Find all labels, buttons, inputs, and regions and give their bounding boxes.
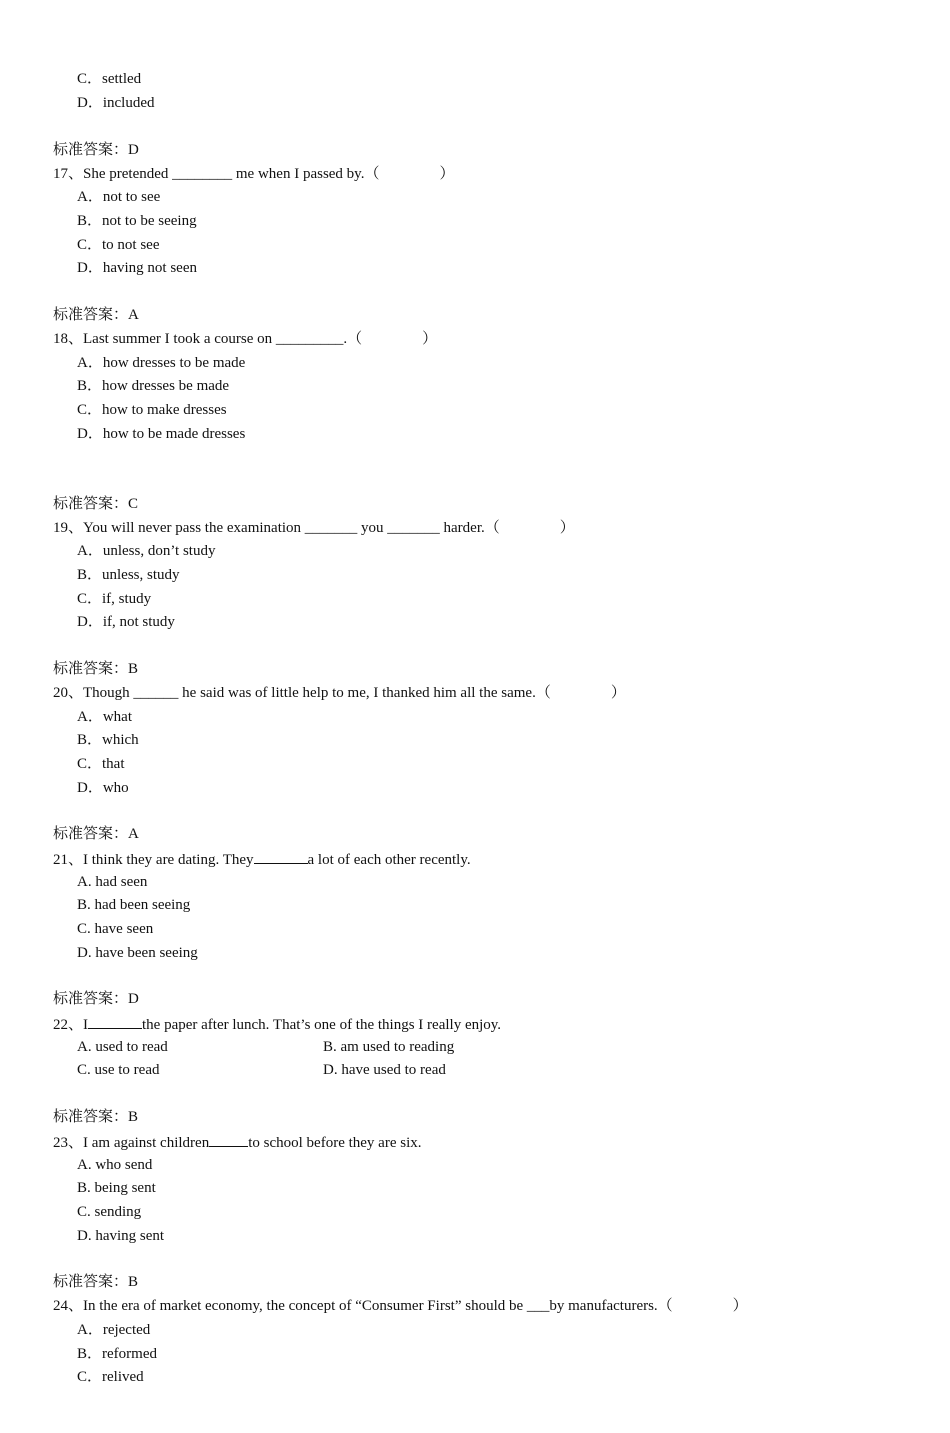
- option-c: C．to not see: [77, 237, 160, 253]
- blank-line: [254, 849, 308, 864]
- option-d: D．who: [77, 780, 129, 796]
- blank-line: [209, 1132, 248, 1147]
- question-stem: 24、In the era of market economy, the concept of “Consumer First” should be ___by manufacturers.（ ）: [53, 1298, 748, 1314]
- option-b: B．reformed: [77, 1346, 157, 1362]
- option-c: C．if, study: [77, 591, 152, 607]
- option-c: C．relived: [77, 1369, 144, 1385]
- question-stem: 17、She pretended ________ me when I passed by.（ ）: [53, 166, 455, 182]
- option-a: A. who send: [77, 1157, 153, 1173]
- option-c: C. have seen: [77, 921, 154, 937]
- question-stem: 18、Last summer I took a course on _________.（ ）: [53, 331, 438, 347]
- option-a: A. had seen: [77, 874, 148, 890]
- answer-label: 标准答案：A: [53, 826, 139, 842]
- answer-label: 标准答案：A: [53, 307, 139, 323]
- question-stem: [53, 1132, 422, 1152]
- stem-after: a lot of each other recently.: [307, 852, 471, 868]
- option-a: A．unless, don’t study: [77, 543, 216, 559]
- question-stem: [53, 1014, 501, 1034]
- question-stem: 19、You will never pass the examination _______ you _______ harder.（ ）: [53, 520, 575, 536]
- option-b: B．which: [77, 732, 139, 748]
- option-d: D. having sent: [77, 1228, 165, 1244]
- option-b: B．unless, study: [77, 567, 180, 583]
- option-d: D．if, not study: [77, 614, 175, 630]
- option-b: B．how dresses be made: [77, 378, 230, 394]
- question-stem: [53, 849, 471, 869]
- option-a: A．how dresses to be made: [77, 355, 246, 371]
- answer-label: 标准答案：D: [53, 142, 139, 158]
- stem-before: 23、I am against children: [53, 1135, 210, 1151]
- answer-label: 标准答案：C: [53, 496, 139, 512]
- option-d: D．included: [77, 95, 155, 111]
- option-a: A. used to read: [77, 1039, 168, 1055]
- option-a: A．rejected: [77, 1322, 151, 1338]
- option-d: D. have been seeing: [77, 945, 198, 961]
- answer-label: 标准答案：D: [53, 991, 139, 1007]
- option-d: D．how to be made dresses: [77, 426, 246, 442]
- question-stem: 20、Though ______ he said was of little help to me, I thanked him all the same.（ ）: [53, 685, 626, 701]
- option-d: D．having not seen: [77, 260, 197, 276]
- option-d: D. have used to read: [323, 1062, 446, 1078]
- option-a: A．not to see: [77, 189, 161, 205]
- option-b: B. being sent: [77, 1180, 156, 1196]
- option-c: C．how to make dresses: [77, 402, 227, 418]
- option-c: C. sending: [77, 1204, 142, 1220]
- option-c: C．that: [77, 756, 125, 772]
- blank-line: [88, 1014, 142, 1029]
- option-c: C. use to read: [77, 1062, 160, 1078]
- stem-before: 21、I think they are dating. They: [53, 852, 254, 868]
- option-b: B. had been seeing: [77, 897, 191, 913]
- stem-before: 22、I: [53, 1017, 88, 1033]
- stem-after: the paper after lunch. That’s one of the things I really enjoy.: [142, 1017, 502, 1033]
- answer-label: 标准答案：B: [53, 661, 139, 677]
- answer-label: 标准答案：B: [53, 1109, 139, 1125]
- option-c: C．settled: [77, 71, 142, 87]
- option-b: B. am used to reading: [323, 1039, 455, 1055]
- option-b: B．not to be seeing: [77, 213, 197, 229]
- stem-after: to school before they are six.: [248, 1135, 422, 1151]
- option-a: A．what: [77, 709, 132, 725]
- answer-label: 标准答案：B: [53, 1274, 139, 1290]
